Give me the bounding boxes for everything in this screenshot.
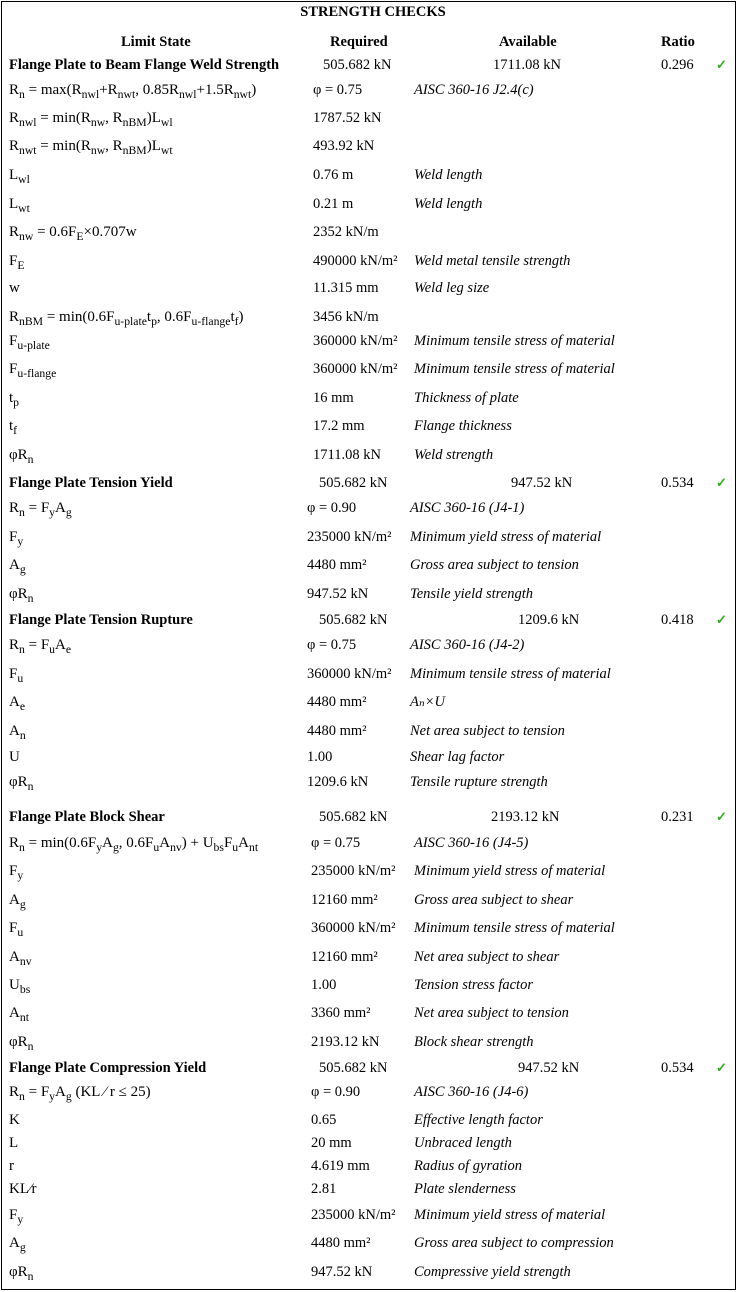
row-label: $A_g$ [9, 892, 26, 912]
row-value: 1787.52 kN [313, 110, 382, 126]
limit-state-name: Flange Plate Tension Rupture [9, 612, 193, 628]
row-value: 12160 mm² [311, 892, 378, 908]
ratio-value: 0.231 [661, 809, 694, 825]
row-label: $R_n = F_uA_e$ [9, 637, 72, 657]
table-row [0, 329, 738, 353]
row-label: L [9, 1135, 19, 1151]
table-row [0, 690, 738, 714]
row-label: U [9, 749, 20, 765]
row-value: φ = 0.90 [307, 500, 357, 516]
limit-state-name: Flange Plate to Beam Flange Weld Strength [9, 57, 280, 73]
table-row [0, 78, 738, 102]
row-label: $F_{u-flange}$ [9, 361, 57, 381]
row-note: Unbraced length [414, 1135, 512, 1151]
row-value: φ = 0.90 [311, 1084, 361, 1100]
row-label: $F_u$ [9, 920, 24, 940]
row-label: $A_{nv}$ [9, 949, 32, 969]
table-row [0, 1131, 738, 1155]
row-note: Effective length factor [414, 1112, 543, 1128]
section-header-row [0, 471, 738, 495]
row-value: 4480 mm² [307, 694, 367, 710]
row-note: Minimum tensile stress of material [414, 361, 615, 377]
row-note: Weld leg size [414, 280, 490, 296]
row-value: 360000 kN/m² [313, 333, 398, 349]
row-value: 1711.08 kN [313, 447, 381, 463]
row-value: 3360 mm² [311, 1005, 371, 1021]
check-pass-icon: ✓ [716, 57, 727, 72]
row-label: $R_n = F_yA_g$ (KL ⁄ r ≤ 25) [9, 1084, 151, 1104]
row-label: $R_{nwl} = \min(R_{nw}$, $R_{nBM})L_{wl}$ [9, 110, 173, 130]
table-row [0, 973, 738, 997]
row-label: $F_y$ [9, 1207, 24, 1227]
row-value: 1209.6 kN [307, 774, 369, 790]
row-label: $R_{nBM} = \min(0.6F_{u-plate}t_p$, $0.6F_{u-flange}t_f$) [9, 309, 244, 329]
row-note: Weld length [414, 167, 483, 183]
row-note: Net area subject to shear [414, 949, 560, 965]
row-value: 4480 mm² [311, 1235, 371, 1251]
row-value: 12160 mm² [311, 949, 378, 965]
table-row [0, 1108, 738, 1132]
table-header-row [0, 30, 738, 54]
table-row [0, 1080, 738, 1104]
required-value: 505.682 kN [319, 1060, 388, 1076]
row-label: $\varphi R_n$ [9, 1034, 34, 1054]
row-label: $R_{nwt} = \min(R_{nw}$, $R_{nBM})L_{wt}$ [9, 138, 173, 158]
row-value: 493.92 kN [313, 138, 375, 154]
row-value: 235000 kN/m² [307, 529, 392, 545]
row-note: Net area subject to tension [414, 1005, 569, 1021]
ratio-value: 0.534 [661, 1060, 694, 1076]
ratio-value: 0.418 [661, 612, 694, 628]
available-value: 1209.6 kN [518, 612, 580, 628]
row-value: 2352 kN/m [313, 224, 379, 240]
table-row [0, 496, 738, 520]
table-row [0, 719, 738, 743]
row-note: Compressive yield strength [414, 1264, 571, 1280]
row-label: KL⁄r [9, 1181, 37, 1197]
row-note: Weld strength [414, 447, 494, 463]
table-row [0, 1154, 738, 1178]
row-note: Minimum yield stress of material [414, 863, 606, 879]
row-label: $A_e$ [9, 694, 26, 714]
required-value: 505.682 kN [319, 809, 388, 825]
header-available: Available [499, 34, 557, 50]
row-note: AISC 360-16 (J4-6) [414, 1084, 529, 1100]
table-row [0, 553, 738, 577]
table-row [0, 305, 738, 329]
available-value: 1711.08 kN [493, 57, 561, 73]
table-row [0, 249, 738, 273]
row-label: K [9, 1112, 20, 1128]
row-note: Tensile yield strength [410, 586, 533, 602]
row-note: Minimum tensile stress of material [414, 333, 615, 349]
row-value: 235000 kN/m² [311, 1207, 396, 1223]
table-row [0, 1001, 738, 1025]
row-label: $F_{u-plate}$ [9, 333, 50, 353]
table-row [0, 831, 738, 855]
row-value: φ = 0.75 [307, 637, 357, 653]
row-value: 947.52 kN [307, 586, 369, 602]
row-value: 1.00 [311, 977, 337, 993]
row-value: 235000 kN/m² [311, 863, 396, 879]
table-row [0, 357, 738, 381]
report-title: STRENGTH CHECKS [300, 4, 446, 20]
row-note: Minimum tensile stress of material [410, 666, 611, 682]
ratio-value: 0.296 [661, 57, 694, 73]
check-pass-icon: ✓ [716, 475, 727, 490]
row-label: w [9, 280, 20, 296]
row-label: $L_{wt}$ [9, 196, 30, 216]
row-note: AISC 360-16 (J4-2) [410, 637, 525, 653]
row-note: Aₙ×U [410, 694, 445, 710]
row-value: φ = 0.75 [313, 82, 363, 98]
table-row [0, 582, 738, 606]
row-label: $A_g$ [9, 557, 26, 577]
row-value: 4.619 mm [311, 1158, 370, 1174]
section-header-row [0, 1056, 738, 1080]
row-value: 20 mm [311, 1135, 352, 1151]
table-row [0, 770, 738, 794]
row-note: Block shear strength [414, 1034, 534, 1050]
row-note: AISC 360-16 J2.4(c) [414, 82, 534, 98]
row-note: Weld length [414, 196, 483, 212]
row-label: $R_n = \max(R_{nwl}+R_{nwt}$, $0.85R_{nwl}+1.5R_{nwt}$) [9, 82, 257, 102]
table-row [0, 888, 738, 912]
row-label: $\varphi R_n$ [9, 1264, 34, 1284]
required-value: 505.682 kN [323, 57, 392, 73]
available-value: 947.52 kN [511, 475, 573, 491]
row-note: Tension stress factor [414, 977, 533, 993]
table-row [0, 916, 738, 940]
limit-state-name: Flange Plate Tension Yield [9, 475, 173, 491]
header-required: Required [330, 34, 388, 50]
table-row [0, 945, 738, 969]
row-label: $F_E$ [9, 253, 25, 273]
table-row [0, 525, 738, 549]
available-value: 947.52 kN [518, 1060, 580, 1076]
row-value: 4480 mm² [307, 723, 367, 739]
row-value: 1.00 [307, 749, 333, 765]
required-value: 505.682 kN [319, 612, 388, 628]
row-label: $\varphi R_n$ [9, 447, 34, 467]
table-row [0, 745, 738, 769]
row-value: 11.315 mm [313, 280, 379, 296]
row-label: r [9, 1158, 14, 1174]
table-row [0, 1177, 738, 1201]
row-value: φ = 0.75 [311, 835, 361, 851]
row-value: 360000 kN/m² [307, 666, 392, 682]
row-note: Minimum yield stress of material [410, 529, 602, 545]
section-header-row [0, 805, 738, 829]
required-value: 505.682 kN [319, 475, 388, 491]
header-ratio: Ratio [661, 34, 695, 50]
row-note: Gross area subject to shear [414, 892, 574, 908]
row-value: 16 mm [313, 390, 354, 406]
section-header-row [0, 53, 738, 77]
row-label: $\varphi R_n$ [9, 586, 34, 606]
row-label: $\varphi R_n$ [9, 774, 34, 794]
row-note: Net area subject to tension [410, 723, 565, 739]
table-row [0, 276, 738, 300]
row-value: 360000 kN/m² [311, 920, 396, 936]
row-note: Gross area subject to tension [410, 557, 579, 573]
row-label: $R_n = F_yA_g$ [9, 500, 72, 520]
row-note: Weld metal tensile strength [414, 253, 571, 269]
row-value: 2.81 [311, 1181, 337, 1197]
row-value: 0.21 m [313, 196, 354, 212]
row-label: $t_p$ [9, 390, 20, 410]
table-row [0, 192, 738, 216]
row-value: 4480 mm² [307, 557, 367, 573]
row-value: 17.2 mm [313, 418, 365, 434]
row-value: 947.52 kN [311, 1264, 373, 1280]
row-label: $A_{nt}$ [9, 1005, 29, 1025]
row-note: Thickness of plate [414, 390, 519, 406]
row-label: $F_u$ [9, 666, 24, 686]
check-pass-icon: ✓ [716, 612, 727, 627]
row-label: $R_n = \min(0.6F_yA_g$, $0.6F_uA_{nv}) + U_{bs}F_uA_{nt}$ [9, 835, 259, 855]
table-row [0, 134, 738, 158]
table-row [0, 662, 738, 686]
row-label: $A_g$ [9, 1235, 26, 1255]
row-label: $t_f$ [9, 418, 18, 438]
row-value: 2193.12 kN [311, 1034, 380, 1050]
row-value: 360000 kN/m² [313, 361, 398, 377]
row-note: Gross area subject to compression [414, 1235, 614, 1251]
row-note: Minimum yield stress of material [414, 1207, 606, 1223]
limit-state-name: Flange Plate Block Shear [9, 809, 165, 825]
table-row [0, 1203, 738, 1227]
row-note: Plate slenderness [414, 1181, 516, 1197]
table-row [0, 1231, 738, 1255]
table-row [0, 859, 738, 883]
section-header-row [0, 608, 738, 632]
row-label: $A_n$ [9, 723, 26, 743]
row-note: AISC 360-16 (J4-5) [414, 835, 529, 851]
row-value: 3456 kN/m [313, 309, 379, 325]
table-row [0, 414, 738, 438]
row-note: Radius of gyration [414, 1158, 522, 1174]
row-note: Tensile rupture strength [410, 774, 548, 790]
row-note: Minimum tensile stress of material [414, 920, 615, 936]
table-row [0, 220, 738, 244]
row-note: Flange thickness [414, 418, 512, 434]
check-pass-icon: ✓ [716, 1060, 727, 1075]
row-value: 0.76 m [313, 167, 354, 183]
row-label: $U_{bs}$ [9, 977, 31, 997]
table-row [0, 1260, 738, 1284]
limit-state-name: Flange Plate Compression Yield [9, 1060, 207, 1076]
table-row [0, 443, 738, 467]
table-row [0, 386, 738, 410]
table-row [0, 106, 738, 130]
table-row [0, 633, 738, 657]
table-row [0, 1030, 738, 1054]
row-label: $F_y$ [9, 529, 24, 549]
row-label: $L_{wl}$ [9, 167, 30, 187]
row-note: Shear lag factor [410, 749, 505, 765]
row-value: 490000 kN/m² [313, 253, 398, 269]
row-note: AISC 360-16 (J4-1) [410, 500, 525, 516]
row-label: $R_{nw} = 0.6F_E\times 0.707w$ [9, 224, 137, 244]
table-row [0, 163, 738, 187]
available-value: 2193.12 kN [491, 809, 560, 825]
header-limit-state: Limit State [121, 34, 191, 50]
check-pass-icon: ✓ [716, 809, 727, 824]
ratio-value: 0.534 [661, 475, 694, 491]
row-label: $F_y$ [9, 863, 24, 883]
row-value: 0.65 [311, 1112, 337, 1128]
